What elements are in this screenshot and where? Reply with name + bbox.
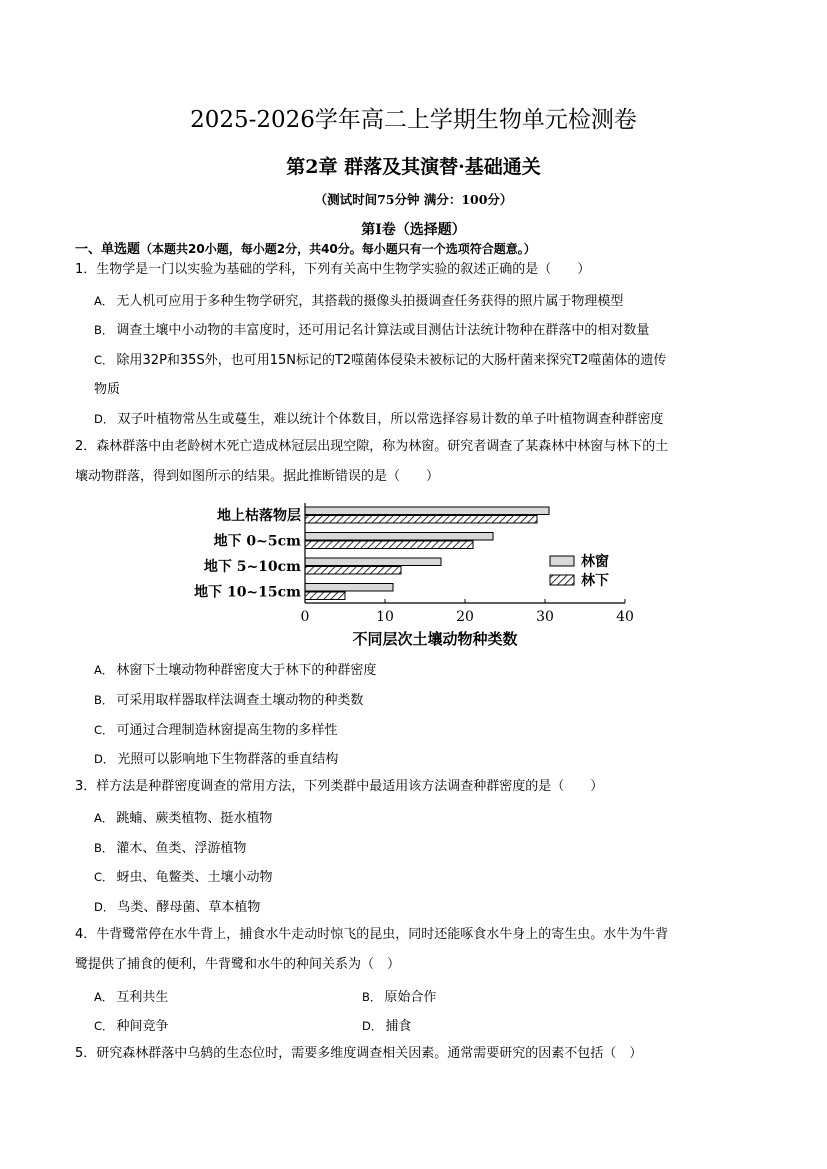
- question-4-option-c: C． 种间竞争: [94, 1019, 169, 1034]
- question-1-option-b: B． 调查土壤中小动物的丰富度时，还可用记名计算法或目测估计法统计物种在群落中的相对数量: [94, 323, 650, 338]
- question-2-stem-line1: 2．森林群落中由老龄树木死亡造成林冠层出现空隙，称为林窗。研究者调查了某森林中林窗与林下的土: [75, 439, 669, 454]
- legend-swatch: [550, 556, 574, 566]
- x-tick-label: 30: [536, 609, 554, 625]
- section-note: （本题共20小题，每小题2分，共40分。每小题只有一个选项符合题意。）: [140, 242, 536, 256]
- bar-linchuang: [305, 533, 493, 541]
- question-3-stem: 3．样方法是种群密度调查的常用方法，下列类群中最适用该方法调查种群密度的是（ ）: [75, 779, 604, 794]
- question-2-option-d: D． 光照可以影响地下生物群落的垂直结构: [94, 752, 339, 767]
- question-1-option-d: D． 双子叶植物常丛生或蔓生，难以统计个体数目，所以常选择容易计数的单子叶植物调查种群密度: [94, 412, 664, 427]
- chapter-title: 第2章 群落及其演替·基础通关: [286, 156, 541, 178]
- section-label: 一、单选题: [75, 242, 141, 257]
- bar-linxia: [305, 592, 345, 600]
- question-3-option-d: D． 鸟类、酵母菌、草本植物: [94, 900, 261, 915]
- bar-linchuang: [305, 558, 441, 566]
- x-tick-label: 10: [376, 609, 394, 625]
- x-axis-title: 不同层次土壤动物种类数: [352, 630, 518, 648]
- volume-title: 第Ⅰ卷（选择题）: [361, 222, 466, 238]
- question-3-option-c: C． 蚜虫、龟鳖类、土壤小动物: [94, 870, 273, 885]
- bar-linxia: [305, 541, 473, 549]
- exam-title: 2025-2026学年高二上学期生物单元检测卷: [190, 107, 637, 133]
- question-1-stem: 1．生物学是一门以实验为基础的学科，下列有关高中生物学实验的叙述正确的是（ ）: [75, 262, 591, 277]
- question-2-option-c: C． 可通过合理制造林窗提高生物的多样性: [94, 723, 338, 738]
- question-4-option-a: A． 互利共生: [94, 990, 169, 1005]
- legend-swatch: [550, 575, 574, 585]
- category-label: 地上枯落物层: [217, 508, 301, 524]
- question-4-option-d: D． 捕食: [362, 1019, 412, 1034]
- question-2-option-b: B． 可采用取样器取样法调查土壤动物的种类数: [94, 693, 364, 708]
- x-tick-label: 20: [456, 609, 474, 625]
- question-3-option-a: A． 跳蝻、蕨类植物、挺水植物: [94, 811, 273, 826]
- question-4-stem-line1: 4．牛背鹭常停在水牛背上，捕食水牛走动时惊飞的昆虫，同时还能啄食水牛身上的寄生虫。水牛为牛背: [75, 927, 669, 942]
- x-tick-label: 40: [616, 609, 634, 625]
- bar-linxia: [305, 567, 401, 575]
- question-2-stem-line2: 壤动物群落，得到如图所示的结果。据此推断错误的是（ ）: [75, 469, 440, 484]
- time-score-info: （测试时间75分钟 满分：100分）: [314, 192, 513, 207]
- bar-linchuang: [305, 507, 549, 515]
- category-label: 地下 0~5cm: [213, 533, 301, 550]
- question-5-stem: 5．研究森林群落中乌鸫的生态位时，需要多维度调查相关因素。通常需要研究的因素不包括（ ）: [75, 1046, 643, 1061]
- question-1-option-a: A． 无人机可应用于多种生物学研究，其搭载的摄像头拍摄调查任务获得的照片属于物理模型: [94, 294, 624, 309]
- bar-chart: [185, 497, 645, 652]
- legend-label: 林下: [581, 573, 609, 589]
- bar-linxia: [305, 516, 537, 524]
- category-label: 地下 10~15cm: [194, 584, 301, 601]
- question-1-option-c-cont: 物质: [94, 382, 121, 397]
- question-4-stem-line2: 鹭提供了捕食的便利，牛背鹭和水牛的种间关系为（ ）: [75, 957, 401, 972]
- bar-linchuang: [305, 584, 393, 592]
- legend-label: 林窗: [581, 554, 609, 570]
- category-label: 地下 5~10cm: [203, 559, 301, 575]
- question-1-option-c: C． 除用32P和35S外，也可用15N标记的T2噬菌体侵染未被标记的大肠杆菌来探究T2噬菌体的遗传: [94, 353, 667, 368]
- question-2-option-a: A． 林窗下土壤动物种群密度大于林下的种群密度: [94, 663, 377, 678]
- question-4-option-b: B． 原始合作: [362, 990, 437, 1005]
- question-3-option-b: B． 灌木、鱼类、浮游植物: [94, 841, 247, 856]
- x-tick-label: 0: [300, 609, 310, 625]
